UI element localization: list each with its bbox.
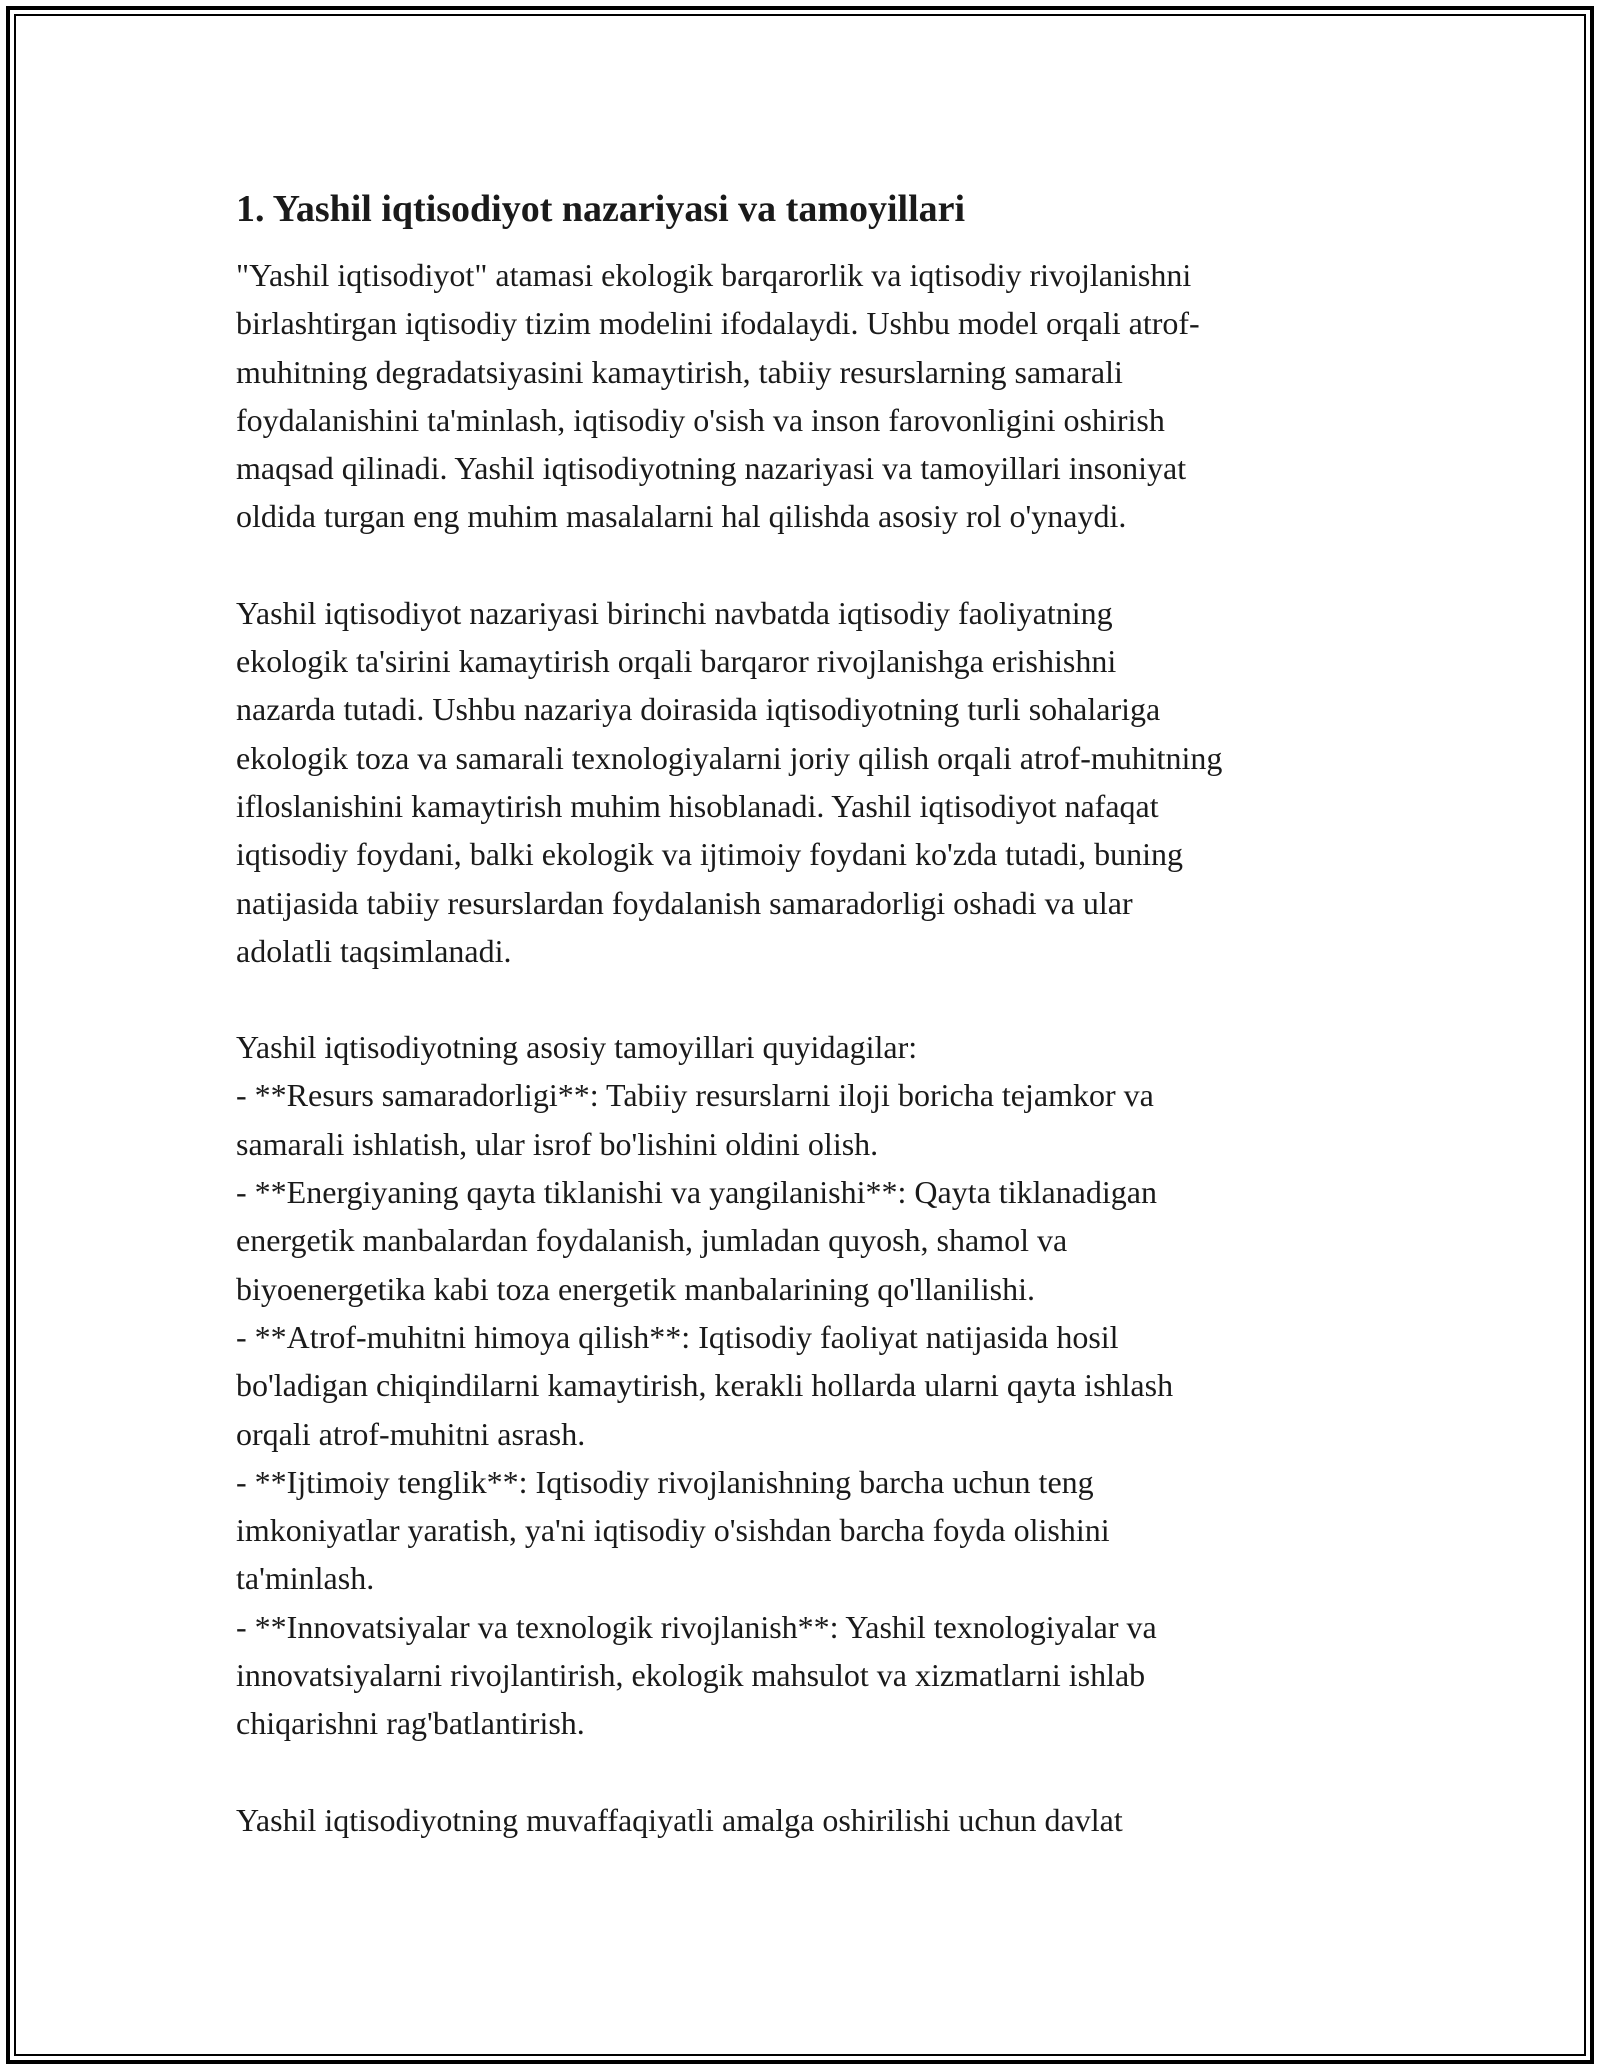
paragraph-spacer — [236, 975, 1376, 1023]
list-item-line: - **Resurs samaradorligi**: Tabiiy resurslarni iloji boricha tejamkor va — [236, 1077, 1154, 1114]
text-line: "Yashil iqtisodiyot" atamasi ekologik barqarorlik va iqtisodiy rivojlanishni — [236, 257, 1192, 293]
list-item-line: - **Energiyaning qayta tiklanishi va yangilanishi**: Qayta tiklanadigan — [236, 1174, 1157, 1211]
paragraph-spacer — [236, 1748, 1376, 1796]
list-item-line: - **Innovatsiyalar va texnologik rivojlanish**: Yashil texnologiyalar va — [236, 1608, 1157, 1645]
list-item-line: ta'minlash. — [236, 1560, 375, 1597]
text-line: maqsad qilinadi. Yashil iqtisodiyotning nazariyasi va tamoyillari insoniyat — [236, 450, 1187, 487]
paragraph-conclusion — [236, 1796, 1376, 1844]
list-item-line: bo'ladigan chiqindilarni kamaytirish, kerakli hollarda ularni qayta ishlash — [236, 1367, 1174, 1404]
list-item-line: chiqarishni rag'batlantirish. — [236, 1705, 585, 1742]
text-line: ifloslanishini kamaytirish muhim hisoblanadi. Yashil iqtisodiyot nafaqat — [236, 787, 1159, 824]
text-line: birlashtirgan iqtisodiy tizim modelini ifodalaydi. Ushbu model orqali atrof- — [236, 305, 1200, 342]
text-line: oldida turgan eng muhim masalalarni hal qilishda asosiy rol o'ynaydi. — [236, 498, 1127, 535]
text-line: Yashil iqtisodiyotning muvaffaqiyatli amalga oshirilishi uchun davlat — [236, 1801, 1123, 1838]
list-item-line: - **Ijtimoiy tenglik**: Iqtisodiy rivojlanishning barcha uchun teng — [236, 1463, 1094, 1500]
text-line: ekologik ta'sirini kamaytirish orqali barqaror rivojlanishga erishishni — [236, 643, 1117, 680]
text-line: foydalanishini ta'minlash, iqtisodiy o'sish va inson farovonligini oshirish — [236, 401, 1165, 438]
text-line: nazarda tutadi. Ushbu nazariya doirasida iqtisodiyotning turli sohalariga — [236, 691, 1161, 728]
text-line: Yashil iqtisodiyotning asosiy tamoyillari quyidagilar: — [236, 1029, 918, 1066]
list-item-line: innovatsiyalarni rivojlantirish, ekologik mahsulot va xizmatlarni ishlab — [236, 1657, 1146, 1694]
text-line: adolatli taqsimlanadi. — [236, 932, 512, 969]
text-line: Yashil iqtisodiyot nazariyasi birinchi navbatda iqtisodiy faoliyatning — [236, 594, 1113, 631]
list-item-line: samarali ishlatish, ular isrof bo'lishini oldini olish. — [236, 1125, 879, 1162]
text-line: muhitning degradatsiyasini kamaytirish, tabiiy resurslarning samarali — [236, 353, 1123, 390]
paragraph-principles — [236, 1023, 1376, 1747]
text-line: iqtisodiy foydani, balki ekologik va ijtimoiy foydani ko'zda tutadi, buning — [236, 836, 1183, 873]
document-body — [236, 185, 1376, 1844]
text-line: natijasida tabiiy resurslardan foydalanish samaradorligi oshadi va ular — [236, 884, 1133, 921]
paragraph-theory — [236, 589, 1376, 975]
paragraph-spacer — [236, 541, 1376, 589]
paragraph-intro — [236, 251, 1376, 541]
section-heading: 1. Yashil iqtisodiyot nazariyasi va tamoyillari — [236, 188, 966, 230]
list-item-line: - **Atrof-muhitni himoya qilish**: Iqtisodiy faoliyat natijasida hosil — [236, 1318, 1119, 1355]
list-item-line: orqali atrof-muhitni asrash. — [236, 1415, 586, 1452]
text-line: ekologik toza va samarali texnologiyalarni joriy qilish orqali atrof-muhitning — [236, 739, 1223, 776]
list-item-line: imkoniyatlar yaratish, ya'ni iqtisodiy o'sishdan barcha foyda olishini — [236, 1512, 1110, 1549]
list-item-line: energetik manbalardan foydalanish, jumladan quyosh, shamol va — [236, 1222, 1068, 1259]
list-item-line: biyoenergetika kabi toza energetik manbalarining qo'llanilishi. — [236, 1270, 1036, 1307]
